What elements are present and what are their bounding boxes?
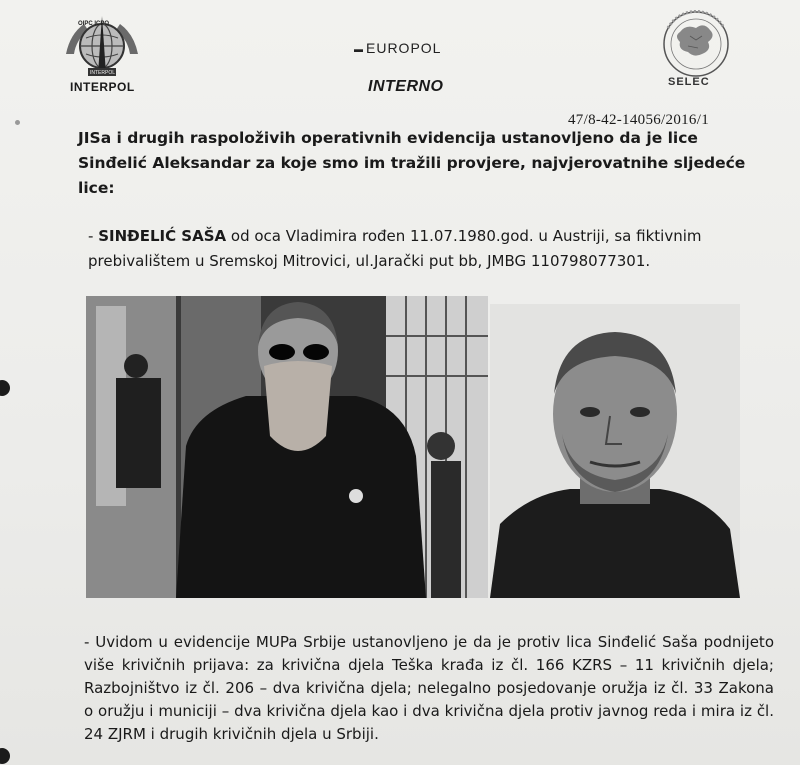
person-name: SINĐELIĆ SAŠA	[98, 227, 227, 245]
person-details-text: od oca Vladimira rođen 11.07.1980.god. u Austriji, sa fiktivnim prebivalištem u Sremskoj Mitrovici, ul.Jarački put bb, JMBG 110798077301.	[88, 227, 702, 270]
selec-name: SELEC	[668, 76, 710, 88]
interpol-logo-text-bottom: INTERPOL	[90, 70, 116, 76]
paragraph-criminal-record: - Uvidom u evidencije MUPa Srbije ustanovljeno je da je protiv lica Sinđelić Saša podnijeto više krivičnih prijava: za krivična djela Teška krađa iz čl. 166 KZRS – 11 krivičnih djela; Razbojništvo iz čl. 206 – dva krivična djela; nelegalno posjedovanje oružja iz čl. 33 Zakona o oružju i municiji – dva krivična djela kao i dva krivična djela protiv javnog reda i mira iz čl. 24 ZJRM i drugih krivičnih djela u Srbiji.	[84, 633, 774, 743]
photo-portrait	[490, 304, 740, 598]
classification-label: INTERNO	[368, 78, 444, 95]
interpol-name: INTERPOL	[70, 80, 135, 94]
paper-mark	[15, 120, 20, 125]
punch-hole	[0, 748, 10, 764]
europol-name: EUROPOL	[366, 40, 442, 56]
europol-mark-icon: ▬	[354, 44, 364, 55]
punch-hole	[0, 380, 10, 396]
paragraph-person-details	[88, 224, 768, 274]
paragraph-intro: JISa i drugih raspoloživih operativnih evidencija ustanovljeno da je lice Sinđelić Aleksandar za koje smo im tražili provjere, najvjerovatnihe sljedeće lice:	[78, 129, 746, 197]
europol-logo	[354, 40, 441, 56]
photo-full-length	[86, 296, 488, 598]
interpol-logo-text-top: OIPC ICPO	[78, 21, 110, 27]
reference-number: 47/8-42-14056/2016/1	[568, 112, 709, 128]
interpol-logo	[62, 10, 142, 82]
list-dash: -	[88, 227, 99, 245]
